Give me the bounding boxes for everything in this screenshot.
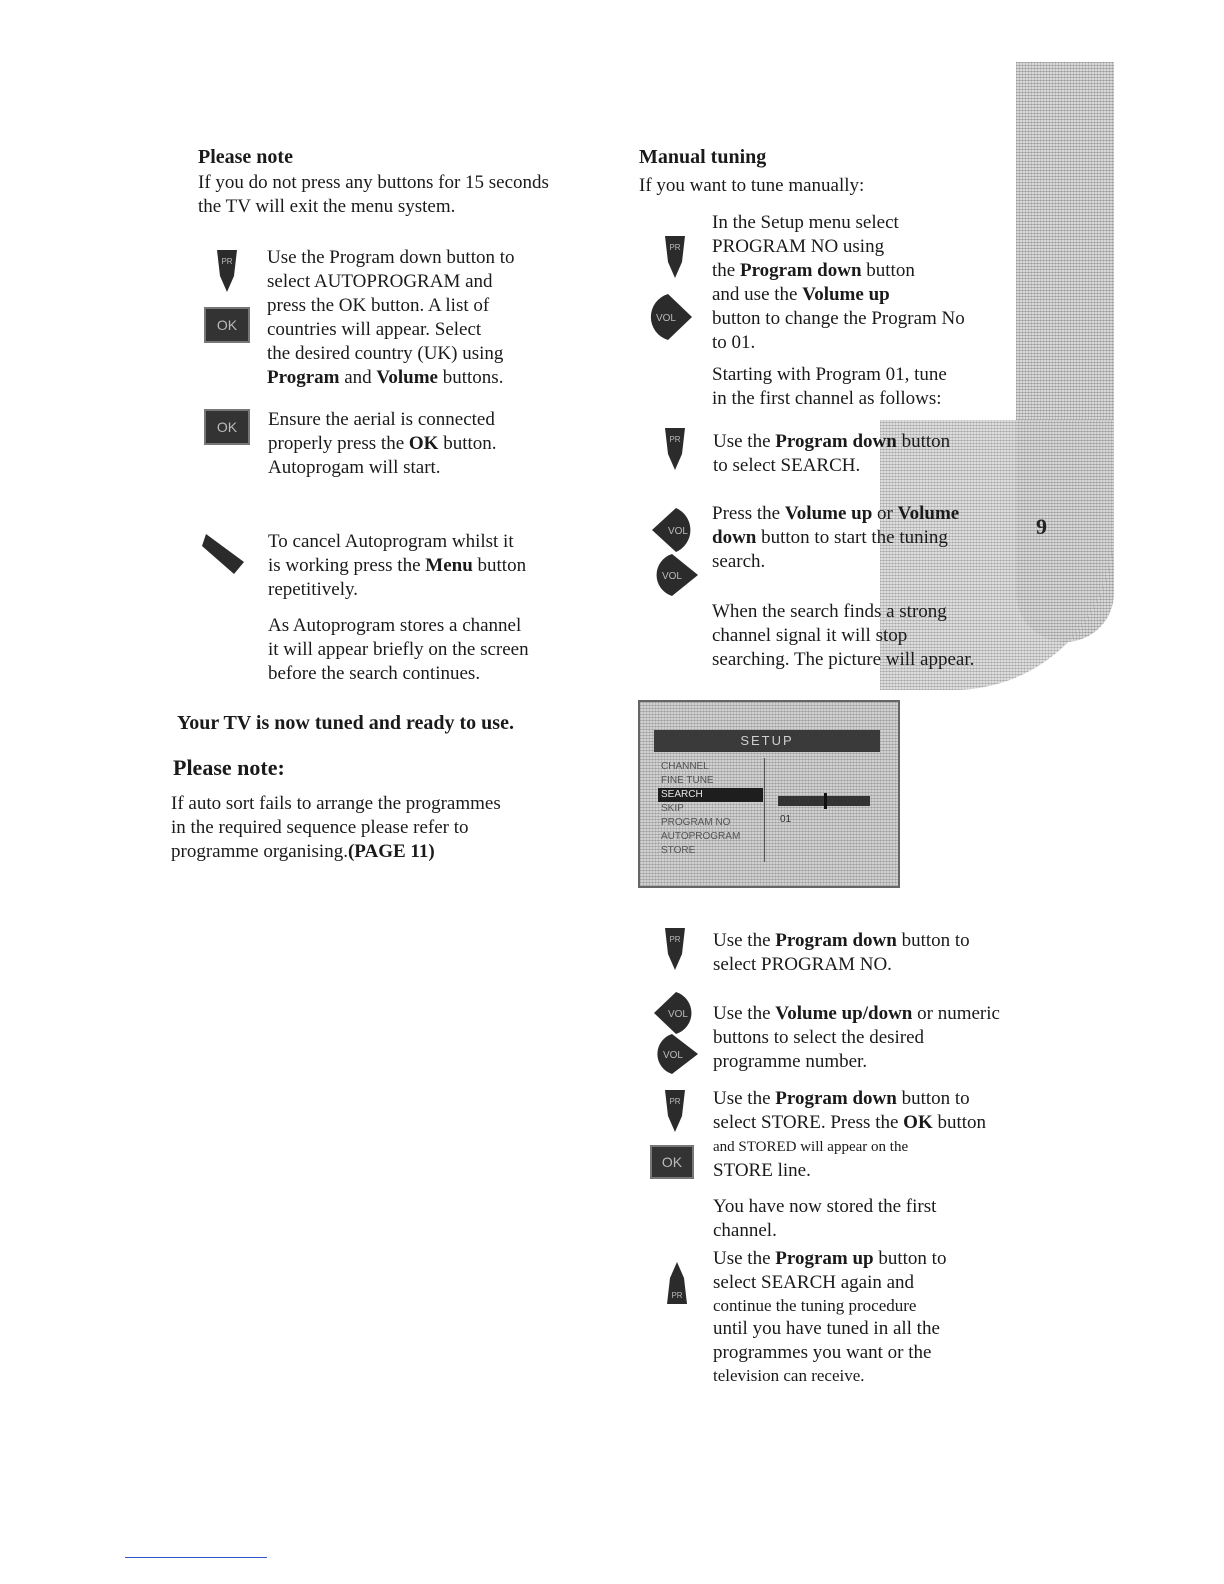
autoprogram-step: Use the Program down button to select AUTOPROGRAM and press the OK button. A list of countries will appear. Select the desired country (UK) using Program and Volume buttons. (267, 247, 515, 388)
cancel-step: To cancel Autoprogram whilst it is working press the Menu button repetitively. (268, 531, 527, 600)
aerial-step: Ensure the aerial is connected properly press the OK button. Autoprogam will start. (268, 409, 497, 478)
svg-text:PR: PR (221, 257, 233, 266)
footnote-rule (125, 1557, 267, 1558)
please-note-2-title: Please note: (173, 755, 285, 780)
manual-step-5: When the search finds a strong channel signal it will stop searching. The picture will appear. (712, 601, 975, 670)
ok-button-icon-2: OK (204, 409, 250, 445)
manual-step-6: Use the Program down button to select PROGRAM NO. (713, 930, 970, 975)
please-note-2-text: If auto sort fails to arrange the programmes in the required sequence please refer to programme organising.(PAGE 11) (171, 793, 501, 862)
program-down-icon-3 (664, 428, 686, 470)
menu-item-search: SEARCH (658, 788, 763, 802)
svg-text:VOL: VOL (662, 1050, 684, 1061)
volume-down-icon-2 (652, 990, 694, 1036)
menu-value: 01 (780, 814, 792, 825)
menu-item-store: STORE (661, 845, 696, 856)
menu-item-program-no: PROGRAM NO (661, 817, 731, 828)
svg-text:PR: PR (669, 935, 681, 944)
setup-menu-title: SETUP (654, 730, 880, 752)
autoprogram-store-note: As Autoprogram stores a channel it will appear briefly on the screen before the search continues. (268, 615, 529, 684)
tuned-ready: Your TV is now tuned and ready to use. (177, 712, 514, 734)
svg-text:PR: PR (669, 243, 681, 252)
volume-up-icon-3 (656, 1032, 700, 1076)
manual-tuning-intro: If you want to tune manually: (639, 175, 865, 196)
menu-button-icon (200, 532, 246, 576)
manual-step-9: You have now stored the first channel. (713, 1196, 937, 1241)
program-down-icon-4 (664, 928, 686, 970)
page-number: 9 (1036, 514, 1047, 539)
program-down-icon (216, 250, 238, 292)
setup-menu-screenshot (638, 700, 900, 888)
manual-step-4: Press the Volume up or Volume down button to start the tuning search. (712, 503, 960, 572)
program-down-icon-2 (664, 236, 686, 278)
menu-divider (764, 758, 765, 862)
svg-text:VOL: VOL (667, 1009, 689, 1020)
manual-step-1: In the Setup menu select PROGRAM NO using the Program down button and use the Volume up button to change the Program No to 01. (712, 212, 965, 353)
manual-step-10: Use the Program up button to select SEARCH again and continue the tuning procedure until you have tuned in all the programmes you want or the television can receive. (713, 1248, 947, 1385)
svg-text:VOL: VOL (661, 571, 683, 582)
svg-text:PR: PR (671, 1291, 683, 1300)
svg-text:PR: PR (669, 1097, 681, 1106)
volume-up-icon (648, 292, 694, 342)
program-up-icon (666, 1262, 688, 1304)
menu-item-skip: SKIP (661, 803, 684, 814)
menu-item-autoprogram: AUTOPROGRAM (661, 831, 741, 842)
volume-down-icon (650, 506, 694, 554)
search-progress-bar (778, 796, 870, 806)
manual-tuning-title: Manual tuning (639, 146, 767, 168)
menu-item-fine-tune: FINE TUNE (661, 775, 714, 786)
svg-text:VOL: VOL (655, 313, 677, 324)
please-note-text: If you do not press any buttons for 15 seconds the TV will exit the menu system. (198, 172, 549, 217)
svg-text:VOL: VOL (667, 526, 689, 537)
manual-step-2: Starting with Program 01, tune in the first channel as follows: (712, 364, 947, 409)
manual-step-3: Use the Program down button to select SEARCH. (713, 431, 951, 476)
svg-text:PR: PR (669, 435, 681, 444)
manual-step-7: Use the Volume up/down or numeric buttons to select the desired programme number. (713, 1003, 1000, 1072)
volume-up-icon-2 (654, 552, 700, 598)
program-down-icon-5 (664, 1090, 686, 1132)
menu-item-channel: CHANNEL (661, 761, 709, 772)
manual-step-8: Use the Program down button to select STORE. Press the OK button and STORED will appear on the STORE line. (713, 1088, 987, 1181)
please-note-title: Please note (198, 146, 293, 168)
ok-button-icon-3: OK (650, 1145, 694, 1179)
ok-button-icon: OK (204, 307, 250, 343)
